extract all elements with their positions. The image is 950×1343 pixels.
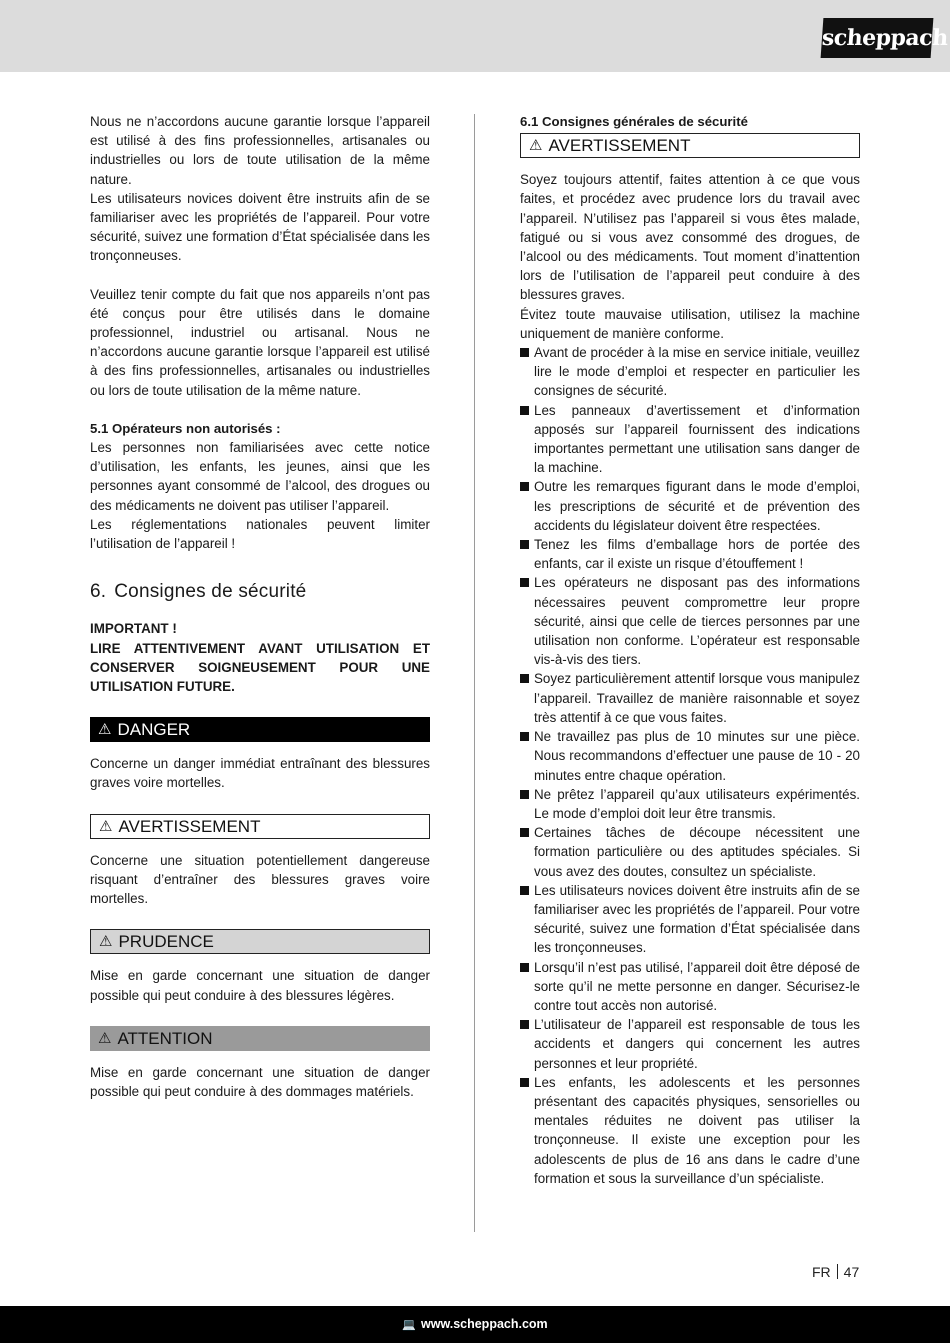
bullet-square-icon <box>520 674 529 683</box>
footer-url[interactable]: www.scheppach.com <box>421 1317 548 1331</box>
danger-label: DANGER <box>117 720 191 740</box>
list-item: Les enfants, les adolescents et les personnes présentant des capacités physiques, sensorielles ou mentales réduites ne doivent pas utiliser la tronçonneuse. Il existe une exception pour les adolescents de plus de 16 ans dans le cadre d’une formation et sous la surveillance d’un spécialiste. <box>520 1073 860 1188</box>
list-item: L’utilisateur de l’appareil est responsable de tous les accidents et dangers qui concernent les autres personnes et leur propriété. <box>520 1015 860 1073</box>
warning-label: AVERTISSEMENT <box>118 816 261 836</box>
page-number-separator <box>837 1264 838 1279</box>
list-item: Outre les remarques figurant dans le mode d’emploi, les prescriptions de sécurité et de prévention des accidents du législateur doivent être respectées. <box>520 477 860 535</box>
bullet-square-icon <box>520 886 529 895</box>
general-warning-box <box>520 133 860 158</box>
section-6-1-heading: 6.1 Consignes générales de sécurité <box>520 114 748 129</box>
list-item: Ne travaillez pas plus de 10 minutes sur une pièce. Nous recommandons d’effectuer une pause de 10 - 20 minutes entre chaque opération. <box>520 727 860 785</box>
caution-label: PRUDENCE <box>118 932 214 952</box>
page-language: FR <box>812 1264 831 1280</box>
section-6-heading <box>90 582 430 601</box>
header-band <box>0 0 950 72</box>
left-column <box>90 112 430 1101</box>
paragraph-avoid-misuse: Évitez toute mauvaise utilisation, utilisez la machine uniquement de manière conforme. <box>520 306 860 341</box>
attention-description: Mise en garde concernant une situation de danger possible qui peut conduire à des dommages matériels. <box>90 1064 430 1099</box>
warning-description: Concerne une situation potentiellement dangereuse risquant d’entraîner des blessures graves voire mortelles. <box>90 852 430 907</box>
list-item: Soyez particulièrement attentif lorsque vous manipulez l’appareil. Travaillez de manière raisonnable et soyez très attentif à ce que vous faites. <box>520 669 860 727</box>
bullet-square-icon <box>520 540 529 549</box>
bullet-square-icon <box>520 1020 529 1029</box>
footer-bar <box>0 1306 950 1343</box>
warning-triangle-icon: ⚠ <box>99 817 113 835</box>
bullet-square-icon <box>520 828 529 837</box>
paragraph-not-professional: Veuillez tenir compte du fait que nos appareils n’ont pas été conçus pour être utilisés dans le domaine professionnel, industriel ou artisanal. Nous ne n’accordons aucune garantie lorsque l’appareil est utilisé à des fins professionnelles, artisanales ou industrielles ou lors de toute utilisation de la même nature. <box>90 286 430 398</box>
page-number <box>812 1264 859 1280</box>
bullet-square-icon <box>520 406 529 415</box>
computer-icon: 💻 <box>402 1319 417 1331</box>
list-item: Avant de procéder à la mise en service initiale, veuillez lire le mode d’emploi et respecter en particulier les consignes de sécurité. <box>520 343 860 401</box>
important-label: IMPORTANT ! <box>90 621 177 637</box>
section-6-title: Consignes de sécurité <box>114 581 307 603</box>
column-divider <box>474 114 475 1232</box>
bullet-square-icon <box>520 963 529 972</box>
general-warning-label: AVERTISSEMENT <box>548 136 691 156</box>
bullet-square-icon <box>520 732 529 741</box>
safety-bullet-list <box>520 343 860 1188</box>
page-number-value: 47 <box>843 1264 860 1280</box>
bullet-square-icon <box>520 482 529 491</box>
list-item: Les utilisateurs novices doivent être instruits afin de se familiariser avec les propriétés de l’appareil. Pour votre sécurité, suivez une formation d’État spécialisée dans les tronçonneuses. <box>520 881 860 958</box>
warning-triangle-icon: ⚠ <box>98 721 112 739</box>
list-item: Certaines tâches de découpe nécessitent une formation particulière ou des aptitudes spéciales. Si vous avez des doutes, consultez un spécialiste. <box>520 823 860 881</box>
list-item: Ne prêtez l’appareil qu’aux utilisateurs expérimentés. Le mode d’emploi doit leur être transmis. <box>520 785 860 823</box>
paragraph-be-attentive: Soyez toujours attentif, faites attention à ce que vous faites, et procédez avec prudence lors du travail avec l’appareil. N’utilisez pas l’appareil si vous êtes malade, fatigué ou si vous avez consommé des drogues, de l’alcool ou des médicaments. Tout moment d’inattention lors de l’utilisation de l’appareil peut conduire à des blessures graves. <box>520 172 860 303</box>
list-item: Lorsqu’il n’est pas utilisé, l’appareil doit être déposé de sorte qu’il ne mette personne en danger. Sécurisez-le contre tout accès non autorisé. <box>520 958 860 1016</box>
paragraph-unauthorized-persons: Les personnes non familiarisées avec cette notice d’utilisation, les enfants, les jeunes, ainsi que les personnes ayant consommé de l’alcool, des drogues ou des médicaments ne doivent pas utiliser l’appareil. <box>90 440 430 513</box>
bullet-square-icon <box>520 1078 529 1087</box>
warning-triangle-icon: ⚠ <box>99 933 113 951</box>
paragraph-novice-users: Les utilisateurs novices doivent être instruits afin de se familiariser avec les propriétés de l’appareil. Pour votre sécurité, suivez une formation d’État spécialisée dans les tronçonneuses. <box>90 190 430 264</box>
caution-box <box>90 929 430 954</box>
section-5-1-heading: 5.1 Opérateurs non autorisés : <box>90 420 281 436</box>
warning-triangle-icon: ⚠ <box>98 1029 112 1047</box>
danger-box <box>90 717 430 742</box>
right-column <box>520 112 860 1188</box>
danger-description: Concerne un danger immédiat entraînant des blessures graves voire mortelles. <box>90 756 430 791</box>
bullet-square-icon <box>520 578 529 587</box>
list-item: Les panneaux d’avertissement et d’information apposés sur l’appareil fournissent des indications importantes permettant une utilisation sans danger de la machine. <box>520 401 860 478</box>
paragraph-warranty: Nous ne n’accordons aucune garantie lorsque l’appareil est utilisé à des fins professionnelles, artisanales ou industrielles ou lors de toute utilisation de la même nature. <box>90 114 430 187</box>
paragraph-national-regulations: Les réglementations nationales peuvent limiter l’utilisation de l’appareil ! <box>90 516 430 552</box>
list-item: Tenez les films d’emballage hors de portée des enfants, car il existe un risque d’étouffement ! <box>520 535 860 573</box>
bullet-square-icon <box>520 790 529 799</box>
attention-box <box>90 1026 430 1051</box>
attention-label: ATTENTION <box>117 1028 213 1048</box>
list-item: Les opérateurs ne disposant pas des informations nécessaires peuvent compromettre leur propre sécurité, ainsi que celle de tierces personnes par une utilisation non conforme. L’opérateur est responsable vis-à-vis des tiers. <box>520 573 860 669</box>
important-instruction: LIRE ATTENTIVEMENT AVANT UTILISATION ET CONSERVER SOIGNEUSEMENT POUR UNE UTILISATION FUTURE. <box>90 640 430 695</box>
bullet-square-icon <box>520 348 529 357</box>
warning-triangle-icon: ⚠ <box>529 137 543 155</box>
warning-box <box>90 814 430 839</box>
scheppach-logo: scheppach <box>821 18 934 58</box>
caution-description: Mise en garde concernant une situation de danger possible qui peut conduire à des blessures légères. <box>90 968 430 1003</box>
section-6-number: 6. <box>90 581 107 603</box>
